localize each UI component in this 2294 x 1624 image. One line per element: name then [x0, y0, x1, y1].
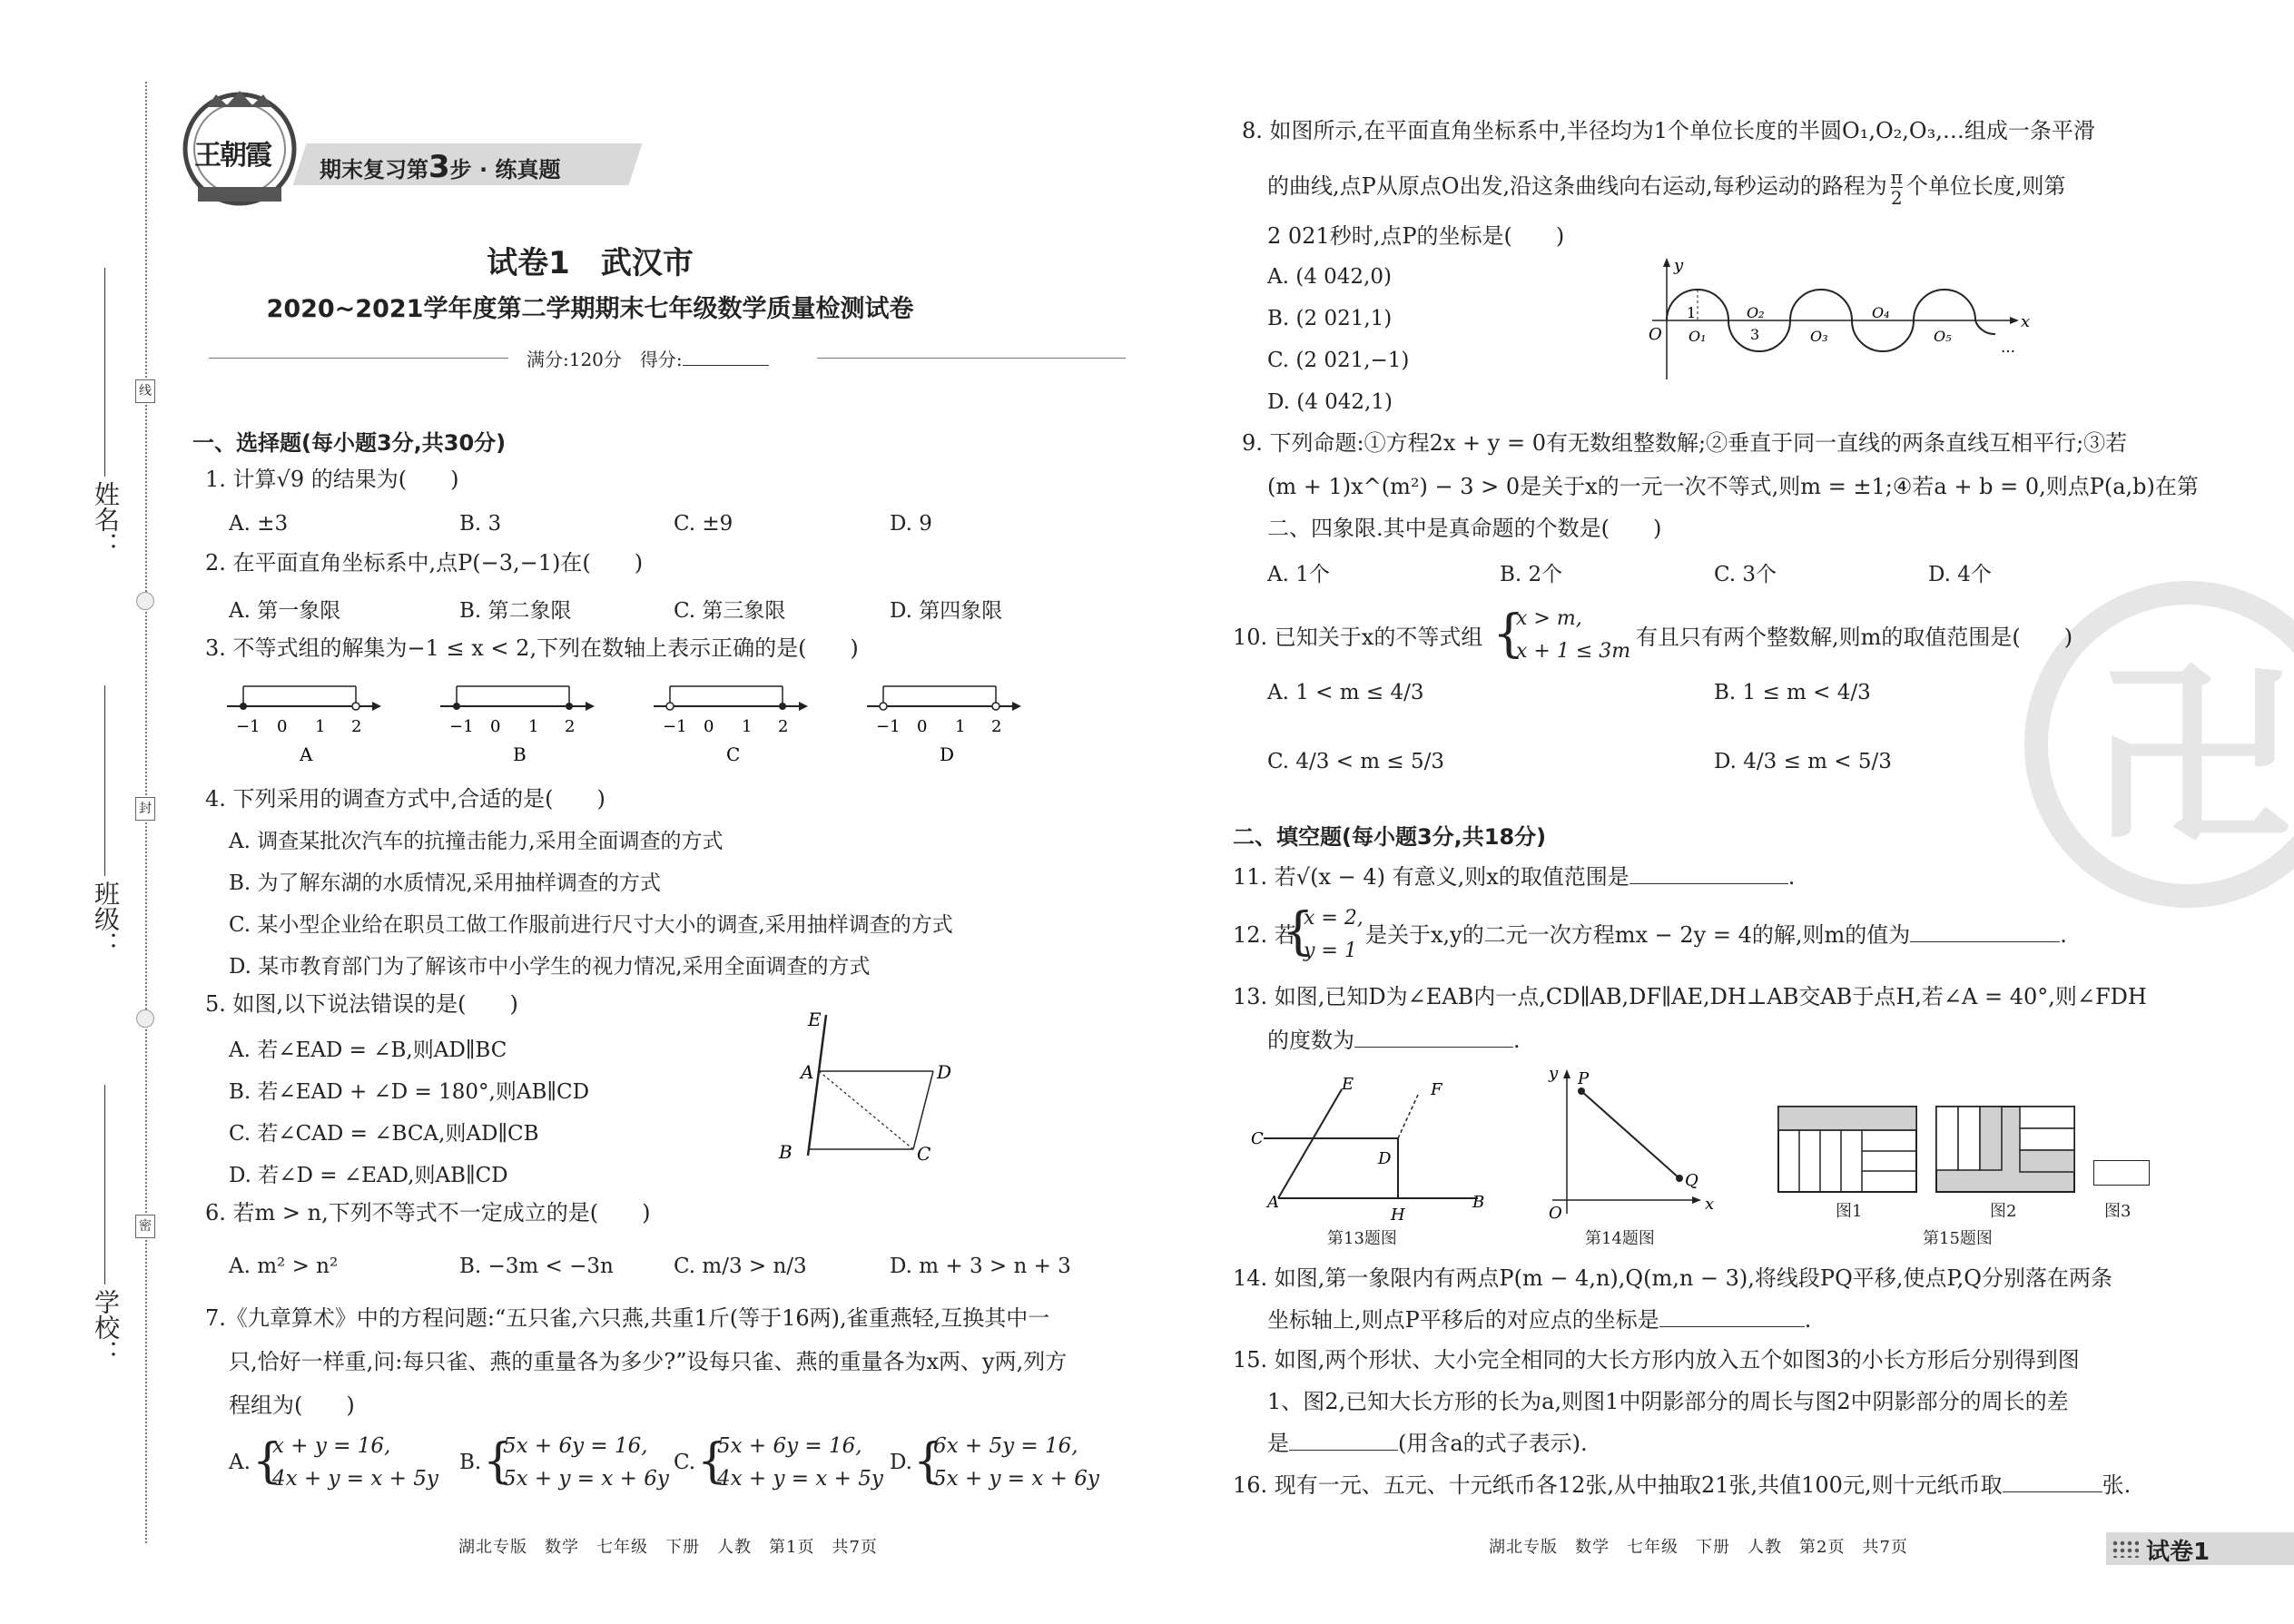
q4-option-c[interactable]: C. 某小型企业给在职员工做工作服前进行尺寸大小的调查,采用抽样调查的方式	[229, 913, 953, 937]
point-label: P	[1578, 1069, 1590, 1088]
figure-13-caption: 第13题图	[1327, 1229, 1397, 1248]
tick-label: 2	[351, 717, 362, 736]
option-label: C	[726, 743, 741, 765]
question-8-line3: 2 021秒时,点P的坐标是( )	[1267, 223, 1565, 249]
question-13-line2: 的度数为 .	[1267, 1028, 1521, 1053]
tick-label: 0	[917, 717, 928, 736]
q7-option-a[interactable]: A. { x + y = 16, 4x + y = x + 5y	[229, 1434, 438, 1491]
q1-option-a[interactable]: A. ±3	[229, 512, 289, 536]
axis-label: x	[2021, 312, 2031, 331]
tick-label: 1	[528, 717, 539, 736]
section-fill-title: 二、填空题(每小题3分,共18分)	[1233, 824, 1547, 850]
q5-option-c[interactable]: C. 若∠CAD = ∠BCA,则AD∥CB	[229, 1122, 539, 1146]
q10-option-a[interactable]: A. 1 < m ≤ 4/3	[1267, 681, 1424, 704]
axis-label: y	[1549, 1064, 1559, 1083]
tick-label: 1	[742, 717, 753, 736]
axis-label: y	[1674, 256, 1684, 275]
q11-answer-field[interactable]	[1629, 863, 1788, 884]
q15-answer-field[interactable]	[1289, 1430, 1398, 1451]
q6-option-a[interactable]: A. m² > n²	[229, 1255, 339, 1278]
option-label: B	[513, 743, 527, 765]
point-label: D	[937, 1061, 952, 1083]
question-8-line1: 8. 如图所示,在平面直角坐标系中,半径均为1个单位长度的半圆O₁,O₂,O₃,…组成一条平滑	[1242, 118, 2095, 143]
question-15-line3: 是 (用含a的式子表示).	[1267, 1431, 1588, 1456]
left-footer: 湖北专版 数学 七年级 下册 人教 第1页 共7页	[458, 1538, 878, 1557]
q4-option-a[interactable]: A. 调查某批次汽车的抗撞击能力,采用全面调查的方式	[229, 830, 724, 853]
corner-tag-dots	[2112, 1540, 2139, 1558]
tick-label: 2	[991, 717, 1002, 736]
ellipsis-label: …	[2001, 339, 2015, 356]
point-label: O₃	[1810, 328, 1828, 345]
q13-answer-field[interactable]	[1354, 1027, 1513, 1048]
q7-option-c[interactable]: C. { 5x + 6y = 16, 4x + y = x + 5y	[674, 1434, 883, 1491]
title-rule-right	[817, 358, 1126, 359]
paper-subtitle: 2020~2021学年度第二学期期末七年级数学质量检测试卷	[266, 295, 914, 323]
point-label: C	[1251, 1129, 1264, 1148]
score-field[interactable]	[683, 345, 769, 366]
question-2: 2. 在平面直角坐标系中,点P(−3,−1)在( )	[205, 550, 644, 576]
point-label: D	[1378, 1149, 1392, 1168]
school-field[interactable]	[104, 1085, 105, 1284]
score-line: 满分:120分 得分:	[527, 345, 769, 371]
tick-label: 2	[565, 717, 576, 736]
q6-option-b[interactable]: B. −3m < −3n	[459, 1255, 614, 1278]
q9-option-d[interactable]: D. 4个	[1928, 563, 1992, 586]
tick-label: 0	[704, 717, 714, 736]
question-6: 6. 若m > n,下列不等式不一定成立的是( )	[205, 1200, 651, 1225]
point-label: C	[917, 1143, 931, 1165]
q8-option-a[interactable]: A. (4 042,0)	[1267, 265, 1392, 289]
q1-option-b[interactable]: B. 3	[459, 512, 502, 536]
figure-14-caption: 第14题图	[1585, 1229, 1655, 1248]
point-label: O₂	[1747, 304, 1765, 321]
figure-15-fig2-caption: 图2	[1990, 1202, 2017, 1221]
q7-option-b[interactable]: B. { 5x + 6y = 16, 5x + y = x + 6y	[459, 1434, 669, 1491]
point-label: O₁	[1689, 328, 1707, 345]
q4-option-d[interactable]: D. 某市教育部门为了解该市中小学生的视力情况,采用全面调查的方式	[229, 955, 871, 979]
figure-15-fig2	[1935, 1106, 2075, 1193]
number-line-c	[654, 686, 808, 765]
origin-label: O	[1649, 325, 1662, 344]
figure-15-fig1	[1777, 1106, 1917, 1193]
q9-option-b[interactable]: B. 2个	[1500, 563, 1563, 586]
q1-option-c[interactable]: C. ±9	[674, 512, 733, 536]
figure-15-fig1-caption: 图1	[1836, 1202, 1863, 1221]
tick-label: 1	[955, 717, 966, 736]
question-7-line2: 只,恰好一样重,问:每只雀、燕的重量各为多少?”设每只雀、燕的重量各为x两、y两,列方	[229, 1349, 1068, 1374]
title-rule-left	[209, 358, 508, 359]
section-choice-title: 一、选择题(每小题3分,共30分)	[192, 430, 507, 456]
q6-option-d[interactable]: D. m + 3 > n + 3	[890, 1255, 1071, 1278]
question-1: 1. 计算√9 的结果为( )	[205, 467, 459, 492]
q7-option-d[interactable]: D. { 6x + 5y = 16, 5x + y = x + 6y	[890, 1434, 1099, 1491]
tick-label: 1	[315, 717, 326, 736]
q1-option-d[interactable]: D. 9	[890, 512, 932, 536]
q10-option-b[interactable]: B. 1 ≤ m < 4/3	[1714, 681, 1871, 704]
question-5: 5. 如图,以下说法错误的是( )	[205, 991, 518, 1017]
tick-label: −1	[236, 717, 261, 736]
question-9-line1: 9. 下列命题:①方程2x + y = 0有无数组整数解;②垂直于同一直线的两条直线互相平行;③若	[1242, 430, 2128, 456]
q8-option-c[interactable]: C. (2 021,−1)	[1267, 349, 1410, 372]
question-8-line2: 的曲线,点P从原点O出发,沿这条曲线向右运动,每秒运动的路程为 $\frac{\pi}{2}$ 个单位长度,则第	[1267, 166, 2066, 209]
point-label: A	[801, 1061, 814, 1083]
question-4: 4. 下列采用的调查方式中,合适的是( )	[205, 786, 605, 812]
point-label: A	[1267, 1193, 1279, 1212]
secret-stamp-glyph: 卍	[2093, 643, 2294, 875]
tick-label: −1	[449, 717, 474, 736]
question-9-line3: 二、四象限.其中是真命题的个数是( )	[1267, 516, 1662, 541]
paper-title: 试卷1 武汉市	[487, 245, 694, 281]
corner-tag: 试卷1	[2146, 1539, 2210, 1566]
point-label: E	[1342, 1075, 1354, 1094]
figure-15-caption: 第15题图	[1923, 1229, 1993, 1248]
q2-option-d[interactable]: D. 第四象限	[890, 599, 1003, 623]
figure-15-fig3	[2093, 1160, 2150, 1186]
q8-figure	[1634, 252, 2033, 389]
q16-answer-field[interactable]	[2003, 1471, 2102, 1492]
question-3: 3. 不等式组的解集为−1 ≤ x < 2,下列在数轴上表示正确的是( )	[205, 635, 859, 661]
origin-label: O	[1549, 1204, 1562, 1223]
number-line-b	[440, 686, 595, 765]
class-label: 班级：	[91, 881, 121, 957]
question-15-line2: 1、图2,已知大长方形的长为a,则图1中阴影部分的周长与图2中阴影部分的周长的差	[1267, 1389, 2069, 1414]
q12-answer-field[interactable]	[1910, 921, 2060, 942]
point-label: Q	[1685, 1171, 1698, 1190]
question-11: 11. 若√(x − 4) 有意义,则x的取值范围是 .	[1233, 864, 1796, 890]
q9-option-a[interactable]: A. 1个	[1267, 563, 1330, 586]
tick-label: −1	[876, 717, 901, 736]
q6-option-c[interactable]: C. m/3 > n/3	[674, 1255, 807, 1278]
q2-option-b[interactable]: B. 第二象限	[459, 599, 572, 623]
q2-option-c[interactable]: C. 第三象限	[674, 599, 786, 623]
question-7-line3: 程组为( )	[229, 1393, 355, 1418]
point-label: H	[1391, 1206, 1405, 1225]
q3-number-lines	[218, 670, 1053, 770]
q9-option-c[interactable]: C. 3个	[1714, 563, 1777, 586]
question-13-line1: 13. 如图,已知D为∠EAB内一点,CD∥AB,DF∥AE,DH⊥AB交AB于点H,若∠A = 40°,则∠FDH	[1233, 984, 2147, 1009]
question-7-line1: 7.《九章算术》中的方程问题:“五只雀,六只燕,共重1斤(等于16两),雀重燕轻,互换其中一	[205, 1305, 1050, 1331]
question-14-line1: 14. 如图,第一象限内有两点P(m − 4,n),Q(m,n − 3),将线段PQ平移,使点P,Q分别落在两条	[1233, 1265, 2112, 1291]
binding-dot-icon	[136, 592, 154, 610]
number-line-d	[867, 686, 1021, 765]
banner-text: 期末复习第3步 · 练真题	[320, 149, 561, 185]
brand-name: 王朝霞	[194, 140, 271, 172]
binding-dot-icon	[136, 1009, 154, 1028]
q14-answer-field[interactable]	[1659, 1306, 1805, 1327]
figure-14	[1534, 1064, 1716, 1227]
question-9-line2: (m + 1)x^(m²) − 3 > 0是关于x的一元一次不等式,则m = ±1;④若a + b = 0,则点P(a,b)在第	[1267, 474, 2199, 499]
q5-option-b[interactable]: B. 若∠EAD + ∠D = 180°,则AB∥CD	[229, 1080, 590, 1104]
school-label: 学校：	[91, 1289, 121, 1365]
q2-option-a[interactable]: A. 第一象限	[229, 599, 341, 623]
question-12: 12. 若 { x = 2, y = 1 是关于x,y的二元一次方程mx − 2y = 4的解,则m的值为 .	[1233, 902, 2067, 962]
q10-option-c[interactable]: C. 4/3 < m ≤ 5/3	[1267, 750, 1445, 773]
point-label: B	[779, 1141, 793, 1163]
question-14-line2: 坐标轴上,则点P平移后的对应点的坐标是 .	[1267, 1307, 1812, 1333]
q5-figure	[772, 1006, 980, 1169]
question-15-line1: 15. 如图,两个形状、大小完全相同的大长方形内放入五个如图3的小长方形后分别得到图	[1233, 1347, 2080, 1373]
q4-option-b[interactable]: B. 为了解东湖的水质情况,采用抽样调查的方式	[229, 871, 661, 895]
right-footer: 湖北专版 数学 七年级 下册 人教 第2页 共7页	[1489, 1538, 1908, 1557]
brand-logo	[180, 89, 300, 209]
option-label: D	[940, 743, 955, 765]
q5-option-d[interactable]: D. 若∠D = ∠EAD,则AB∥CD	[229, 1164, 508, 1187]
binding-mark-seal: 封	[135, 797, 155, 821]
binding-mark-line: 线	[135, 379, 155, 403]
binding-mark-secret: 密	[135, 1215, 155, 1238]
option-label: A	[300, 743, 313, 765]
point-label: F	[1431, 1080, 1442, 1099]
point-label: B	[1472, 1193, 1485, 1212]
name-label: 姓名：	[91, 481, 121, 557]
class-field[interactable]	[104, 685, 105, 876]
figure-13	[1251, 1071, 1496, 1225]
tick-label: 0	[490, 717, 501, 736]
point-label: 3	[1750, 326, 1760, 343]
point-label: 1	[1687, 304, 1697, 321]
q5-option-a[interactable]: A. 若∠EAD = ∠B,则AD∥BC	[229, 1038, 507, 1062]
q8-option-b[interactable]: B. (2 021,1)	[1267, 307, 1393, 330]
question-10: 10. 已知关于x的不等式组 { x > m, x + 1 ≤ 3m 有且只有两个整数解,则m的取值范围是( )	[1233, 605, 2073, 664]
figure-15-fig3-caption: 图3	[2104, 1202, 2132, 1221]
q8-option-d[interactable]: D. (4 042,1)	[1267, 390, 1393, 414]
number-line-a	[227, 686, 381, 765]
tick-label: 2	[778, 717, 789, 736]
q10-option-d[interactable]: D. 4/3 ≤ m < 5/3	[1714, 750, 1892, 773]
question-16: 16. 现有一元、五元、十元纸币各12张,从中抽取21张,共值100元,则十元纸币取 张.	[1233, 1472, 2132, 1498]
point-label: O₅	[1934, 328, 1952, 345]
point-label: O₄	[1872, 304, 1890, 321]
axis-label: x	[1705, 1195, 1715, 1214]
tick-label: −1	[663, 717, 687, 736]
tick-label: 0	[277, 717, 288, 736]
point-label: E	[808, 1009, 822, 1030]
